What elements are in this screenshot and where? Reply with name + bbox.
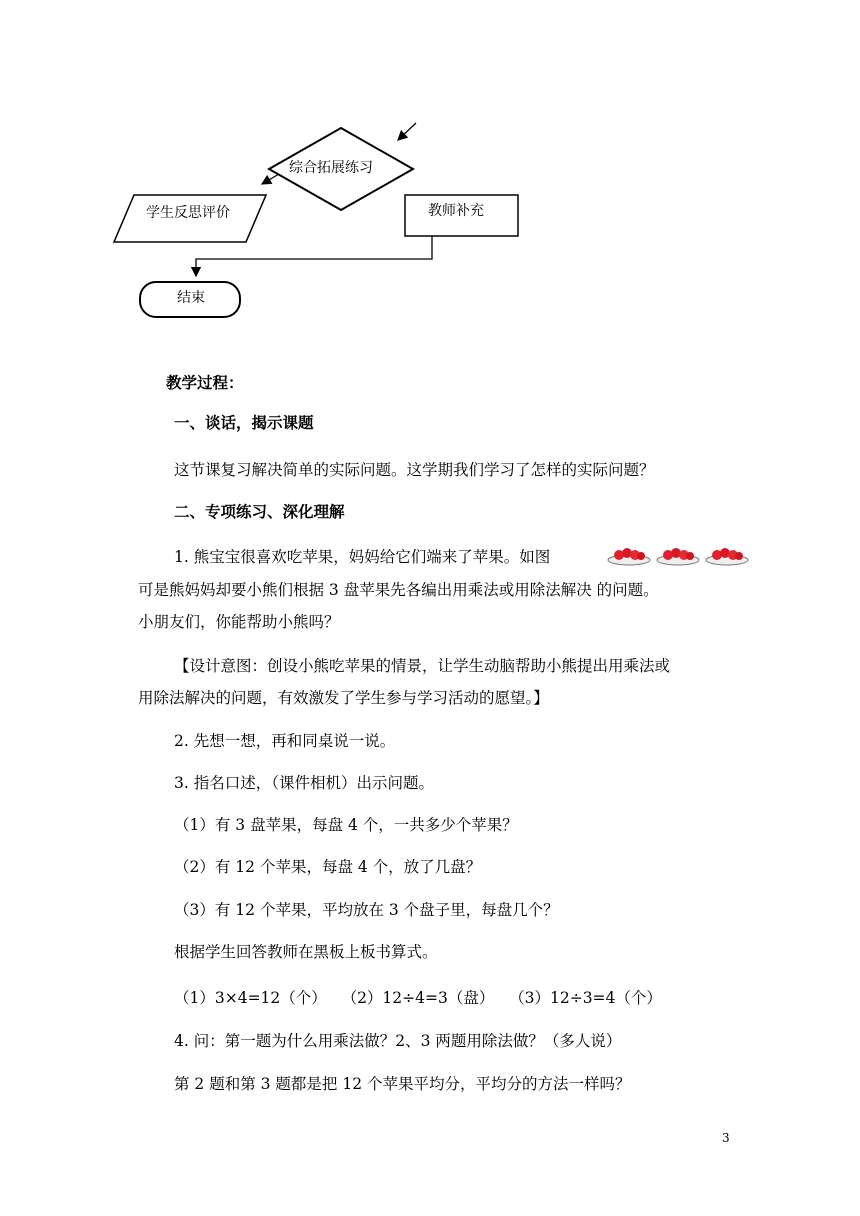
p2: 2. 先想一想，再和同桌说一说。 <box>174 732 396 750</box>
terminal-label: 结束 <box>177 290 205 306</box>
section1-text: 这节课复习解决简单的实际问题。这学期我们学习了怎样的实际问题？ <box>174 461 655 479</box>
rect-label: 教师补充 <box>428 203 484 219</box>
section2-title: 二、专项练习、深化理解 <box>174 502 345 521</box>
p1-line2: 可是熊妈妈却要小熊们根据 3 盘苹果先各编出用乘法或用除法解决 的问题。 <box>138 581 659 599</box>
p4: 根据学生回答教师在黑板上板书算式。 <box>174 943 438 961</box>
apple-plate-icon <box>606 543 754 567</box>
incoming-arrow <box>398 123 416 140</box>
p5: 4. 问：第一题为什么用乘法做？2、3 两题用除法做？（多人说） <box>174 1032 622 1050</box>
q1: （1）有 3 盘苹果，每盘 4 个，一共多少个苹果？ <box>174 816 518 834</box>
p6: 第 2 题和第 3 题都是把 12 个苹果平均分，平均分的方法一样吗？ <box>174 1075 631 1093</box>
heading: 教学过程： <box>166 373 244 392</box>
parallelogram-label: 学生反思评价 <box>146 205 230 221</box>
section1-title: 一、谈话，揭示课题 <box>174 413 314 432</box>
q2: （2）有 12 个苹果，每盘 4 个，放了几盘？ <box>174 858 482 876</box>
page-number: 3 <box>722 1131 730 1145</box>
design-line2: 用除法解决的问题，有效激发了学生参与学习活动的愿望。】 <box>138 689 549 707</box>
diamond-to-parallelogram-arrow <box>262 174 279 184</box>
flowchart <box>0 0 860 340</box>
p3: 3. 指名口述，（课件相机）出示问题。 <box>174 774 434 792</box>
p1-line1: 1. 熊宝宝很喜欢吃苹果，妈妈给它们端来了苹果。如图 <box>174 548 551 566</box>
design-line1: 【设计意图：创设小熊吃苹果的情景，让学生动脑帮助小熊提出用乘法或 <box>174 657 671 675</box>
p1-line3: 小朋友们，你能帮助小熊吗？ <box>138 613 340 631</box>
diamond-label: 综合拓展练习 <box>289 160 373 176</box>
formulas: （1）3×4=12（个） （2）12÷4=3（盘） （3）12÷3=4（个） <box>174 989 662 1007</box>
q3: （3）有 12 个苹果，平均放在 3 个盘子里，每盘几个？ <box>174 901 559 919</box>
